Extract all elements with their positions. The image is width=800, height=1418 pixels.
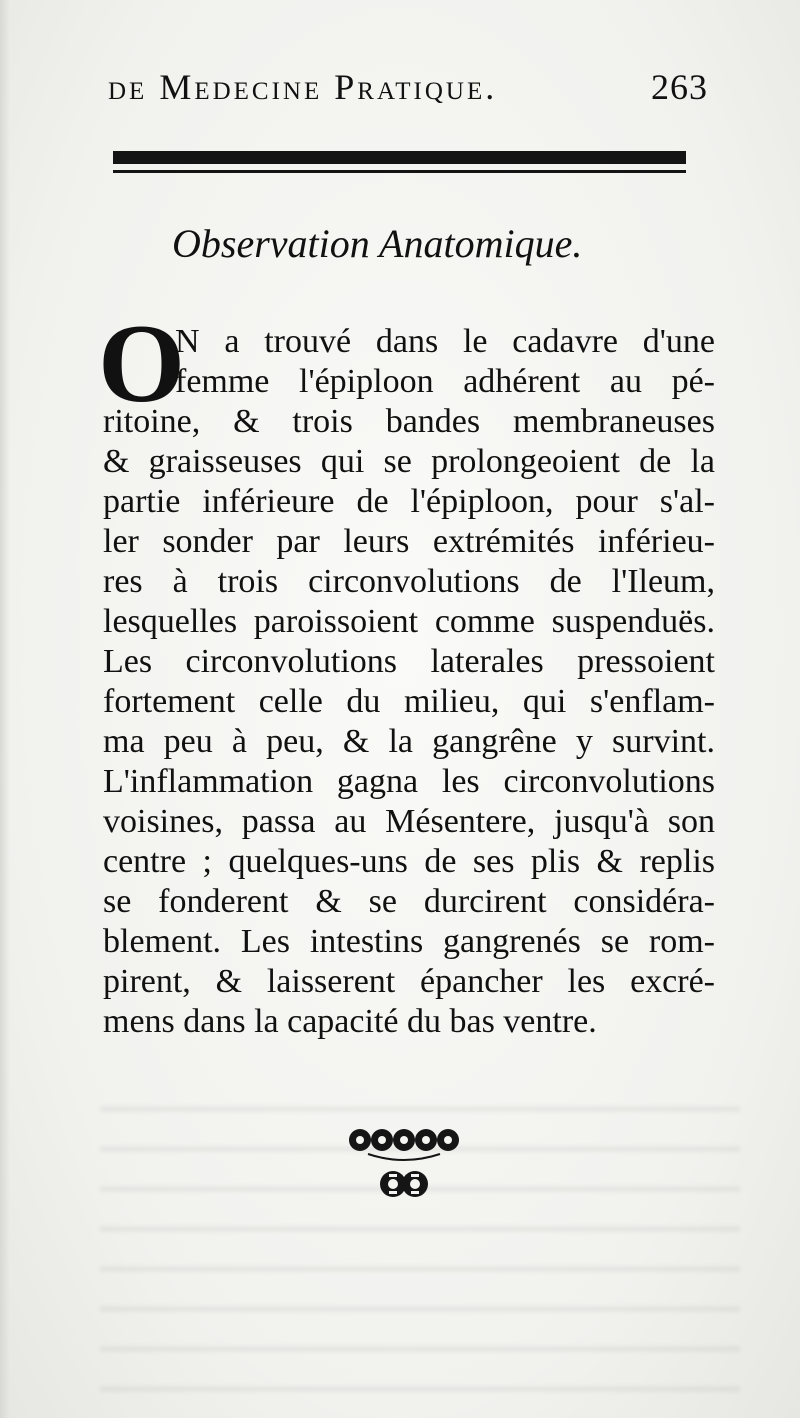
text-line: centre ; quelques-uns de ses plis & replis (103, 843, 715, 880)
text-line-last: mens dans la capacité du bas ventre. (103, 1003, 597, 1040)
printer-fleuron-icon (348, 1118, 460, 1208)
text-line: ler sonder par leurs extrémités inférieu- (103, 523, 715, 560)
running-title: de Medecine Pratique. (108, 67, 498, 107)
text-line: blement. Les intestins gangrenés se rom- (103, 923, 715, 960)
text-line: femme l'épiploon adhérent au pé- (175, 363, 715, 400)
page-number: 263 (651, 67, 708, 107)
text-line: & graisseuses qui se prolongeoient de la (103, 443, 715, 480)
text-line: N a trouvé dans le cadavre d'une (175, 323, 715, 360)
text-line: pirent, & laisserent épancher les excré- (103, 963, 715, 1000)
running-head (108, 66, 708, 108)
text-line: ma peu à peu, & la gangrêne y survint. (103, 723, 715, 760)
text-line: L'inflammation gagna les circonvolutions (103, 763, 715, 800)
text-line: fortement celle du milieu, qui s'enflam- (103, 683, 715, 720)
text-line: partie inférieure de l'épiploon, pour s'al- (103, 483, 715, 520)
text-line: Les circonvolutions laterales pressoient (103, 643, 715, 680)
section-title: Observation Anatomique. (172, 221, 583, 266)
text-line: ritoine, & trois bandes membraneuses (103, 403, 715, 440)
drop-cap: O (98, 302, 186, 426)
text-line: voisines, passa au Mésentere, jusqu'à son (103, 803, 715, 840)
text-line: se fonderent & se durcirent considéra- (103, 883, 715, 920)
header-rule-thick (113, 151, 686, 164)
text-line: lesquelles paroissoient comme suspenduës. (103, 603, 715, 640)
header-rule-thin (113, 170, 686, 173)
page-gutter-shadow (0, 0, 10, 1418)
text-line: res à trois circonvolutions de l'Ileum, (103, 563, 715, 600)
